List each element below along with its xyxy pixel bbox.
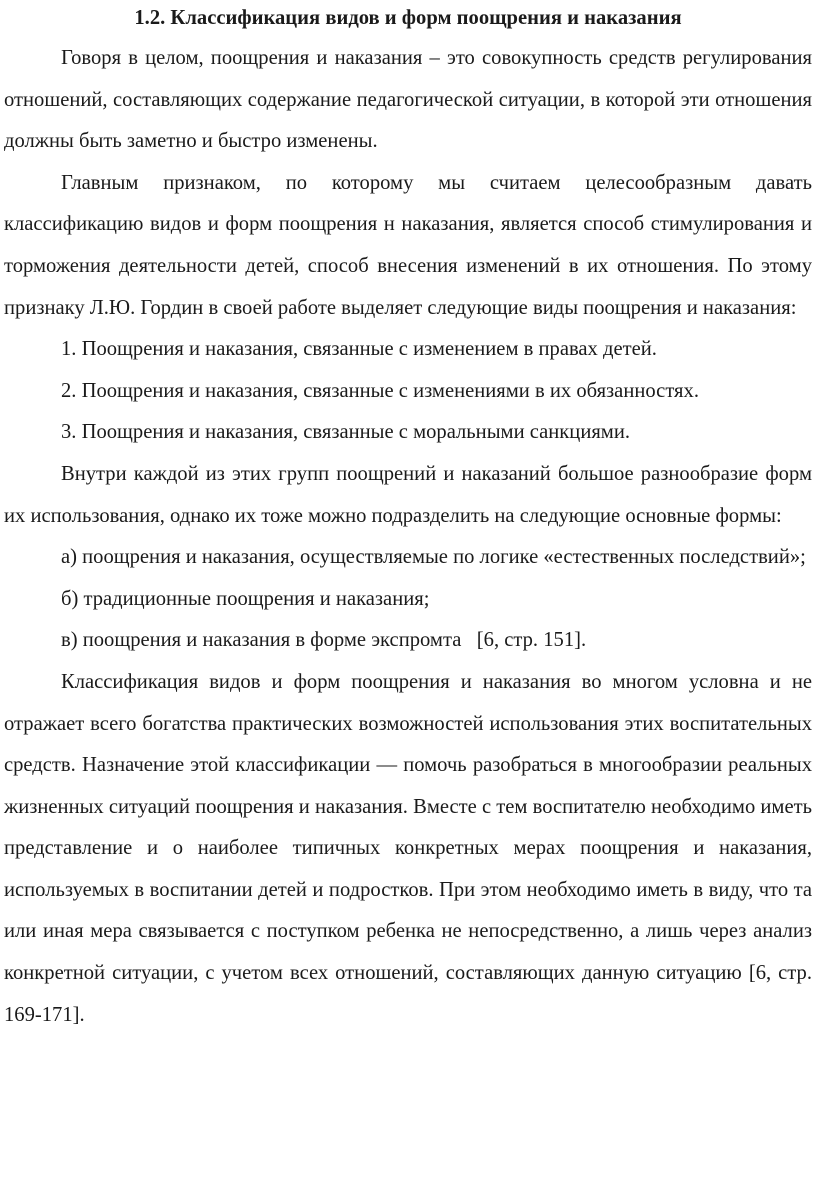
paragraph-definition: Говоря в целом, поощрения и наказания – это совокупность средств регулирования отношений, составляющих содержание педагогической ситуации, в которой эти отношения должны быть заметно и быстро изменены. [4,47,812,153]
paragraph-conclusion: Классификация видов и форм поощрения и наказания во многом условна и не отражает всего богатства практических возможностей использования этих воспитательных средств. Назначение этой классификации — помочь разобраться в многообразии реальных жизненных ситуаций поощрения и наказания. Вместе с тем воспитателю необходимо иметь представление и о наиболее типичных конкретных мерах поощрения и наказания, используемых в воспитании детей и подростков. При этом необходимо иметь в виду, что та или иная мера связывается с поступком ребенка не непосредственно, а лишь через анализ конкретной ситуации, с учетом всех отношений, составляющих данную ситуацию [6, стр. 169-171]. [4,670,812,1026]
list-item-rights: 1. Поощрения и наказания, связанные с изменением в правах детей. [61,338,657,361]
list-item-impromptu: в) поощрения и наказания в форме экспромта [6, стр. 151]. [61,629,587,652]
list-item-natural-consequences: а) поощрения и наказания, осуществляемые по логике «естественных последствий»; [61,546,806,569]
paragraph-classification-basis: Главным признаком, по которому мы считаем целесообразным давать классификацию видов и форм поощрения н наказания, является способ стимулирования и торможения деятельности детей, способ внесения изменений в их отношения. По этому признаку Л.Ю. Гордин в своей работе выделяет следующие виды поощрения и наказания: [4,171,812,319]
list-item-traditional: б) традиционные поощрения и наказания; [61,587,430,610]
section-title: 1.2. Классификация видов и форм поощрения и наказания [134,7,682,29]
paragraph-forms-intro: Внутри каждой из этих групп поощрений и наказаний большое разнообразие форм их использования, однако их тоже можно подразделить на следующие основные формы: [4,462,812,527]
list-item-duties: 2. Поощрения и наказания, связанные с изменениями в их обязанностях. [61,379,699,402]
list-item-moral: 3. Поощрения и наказания, связанные с моральными санкциями. [61,421,631,444]
